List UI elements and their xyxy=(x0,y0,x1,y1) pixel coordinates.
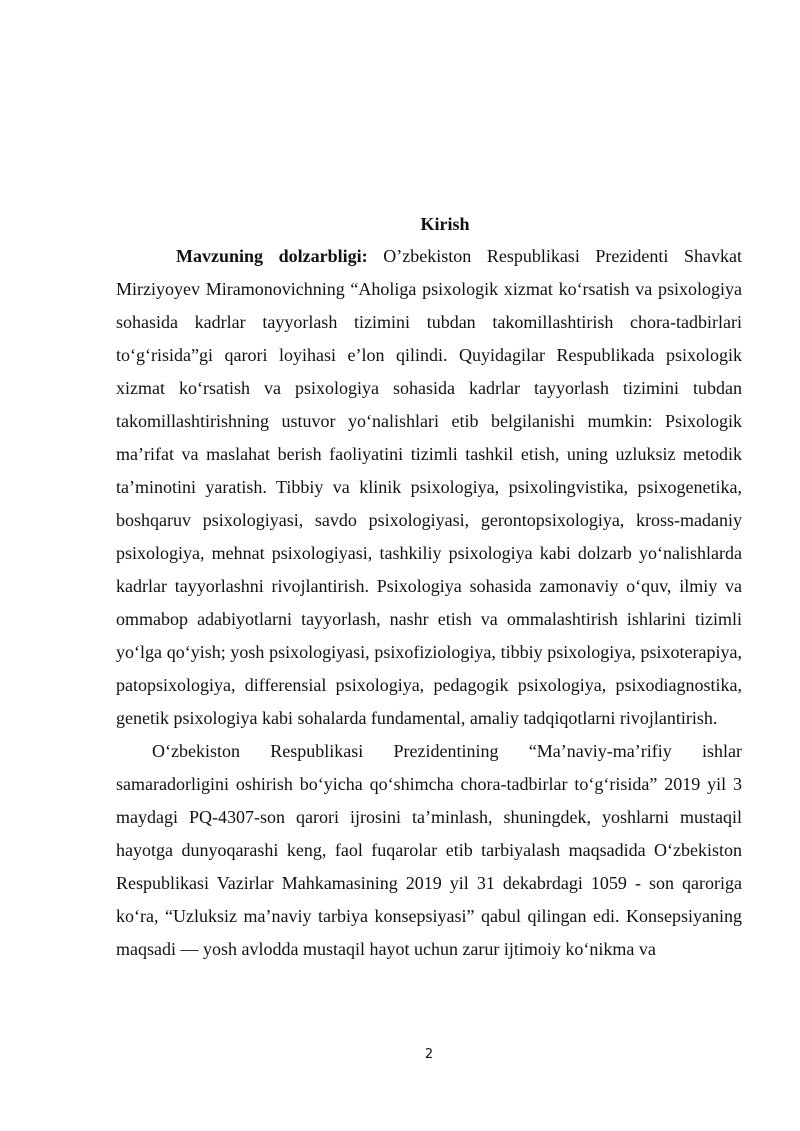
section-heading: Kirish xyxy=(420,214,470,234)
page-number: 2 xyxy=(424,1047,434,1062)
paragraph-lead: Mavzuning dolzarbligi: xyxy=(176,246,368,266)
paragraph-relevance xyxy=(116,240,742,735)
paragraph-text: O‘zbekiston Respublikasi Prezidentining “Ma’naviy-ma’rifiy ishlar samaradorligini oshirish bo‘yicha qo‘shimcha chora-tadbirlar to‘g‘risida” 2019 yil 3 maydagi PQ-4307-son qarori ijrosini ta’minlash, shuningdek, yoshlarni mustaqil hayotga dunyoqarashi keng, faol fuqarolar etib tarbiyalash maqsadida O‘zbekiston Respublikasi Vazirlar Mahkamasining 2019 yil 31 dekabrdagi 1059 - son qaroriga ko‘ra, “Uzluksiz ma’naviy tarbiya konsepsiyasi” qabul qilingan edi. Konsepsiyaning maqsadi — yosh avlodda mustaqil hayot uchun zarur ijtimoiy ko‘nikma va xyxy=(116,741,742,959)
paragraph-text: O’zbekiston Respublikasi Prezidenti Shavkat Mirziyoyev Miramonovichning “Aholiga psixologik xizmat ko‘rsatish va psixologiya sohasida kadrlar tayyorlash tizimini tubdan takomillashtirish chora-tadbirlari to‘g‘risida”gi qarori loyihasi e’lon qilindi. Quyidagilar Respublikada psixologik xizmat ko‘rsatish va psixologiya sohasida kadrlar tayyorlash tizimini tubdan takomillashtirishning ustuvor yo‘nalishlari etib belgilanishi mumkin: Psixologik ma’rifat va maslahat berish faoliyatini tizimli tashkil etish, uning uzluksiz metodik ta’minotini yaratish. Tibbiy va klinik psixologiya, psixolingvistika, psixogenetika, boshqaruv psixologiyasi, savdo psixologiyasi, gerontopsixologiya, kross-madaniy psixologiya, mehnat psixologiyasi, tashkiliy psixologiya kabi dolzarb yo‘nalishlarda kadrlar tayyorlashni rivojlantirish. Psixologiya sohasida zamonaviy o‘quv, ilmiy va ommabop adabiyotlarni tayyorlash, nashr etish va ommalashtirish ishlarini tizimli yo‘lga qo‘yish; yosh psixologiyasi, psixofiziologiya, tibbiy psixologiya, psixoterapiya, patopsixologiya, differensial psixologiya, pedagogik psixologiya, psixodiagnostika, genetik psixologiya kabi sohalarda fundamental, amaliy tadqiqotlarni rivojlantirish. xyxy=(116,246,742,728)
paragraph-concept xyxy=(116,735,742,966)
body-text xyxy=(116,240,742,966)
